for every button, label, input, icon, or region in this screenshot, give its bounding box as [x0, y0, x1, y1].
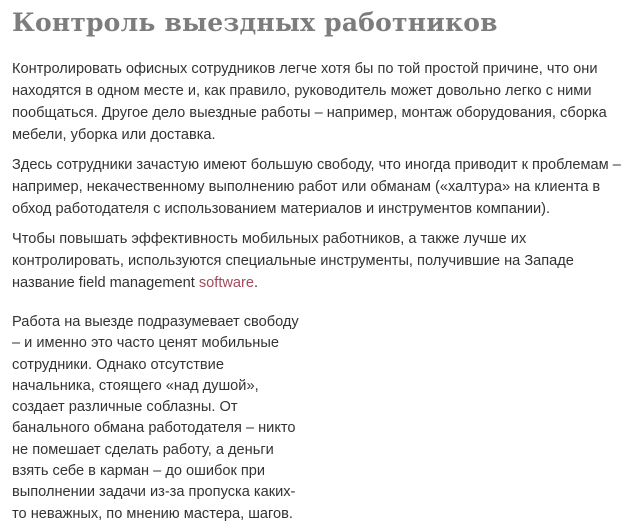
article-body	[12, 58, 624, 294]
paragraph-1: Контролировать офисных сотрудников легче хотя бы по той простой причине, что они находятся в одном месте и, как правило, руководитель может довольно легко с ними пообщаться. Другое дело выездные работы – например, монтаж оборудования, сборка мебели, уборка или доставка.	[12, 61, 607, 143]
paragraph-3	[12, 228, 624, 294]
paragraph-2: Здесь сотрудники зачастую имеют большую свободу, что иногда приводит к проблемам – например, некачественному выполнению работ или обманам («халтура» на клиента в обход работодателя с использованием материалов и инструментов компании).	[12, 157, 621, 217]
software-link[interactable]: software	[198, 275, 255, 291]
page-title: Контроль выездных работников	[12, 8, 498, 37]
paragraph-3-text: Чтобы повышать эффективность мобильных работников, а также лучше их контролировать, используются специальные инструменты, получившие на Западе название field management	[12, 231, 574, 291]
paragraph-3-tail: .	[254, 275, 259, 291]
article	[12, 6, 624, 525]
pull-quote: Работа на выезде подразумевает свободу – и именно это часто ценят мобильные сотрудники. Однако отсутствие начальника, стоящего «над душой», создает различные соблазны. От банального обмана работодателя – никто не помешает сделать работу, а деньги взять себе в карман – до ошибок при выполнении задачи из-за пропуска каких-то неважных, по мнению мастера, шагов.	[12, 314, 299, 522]
